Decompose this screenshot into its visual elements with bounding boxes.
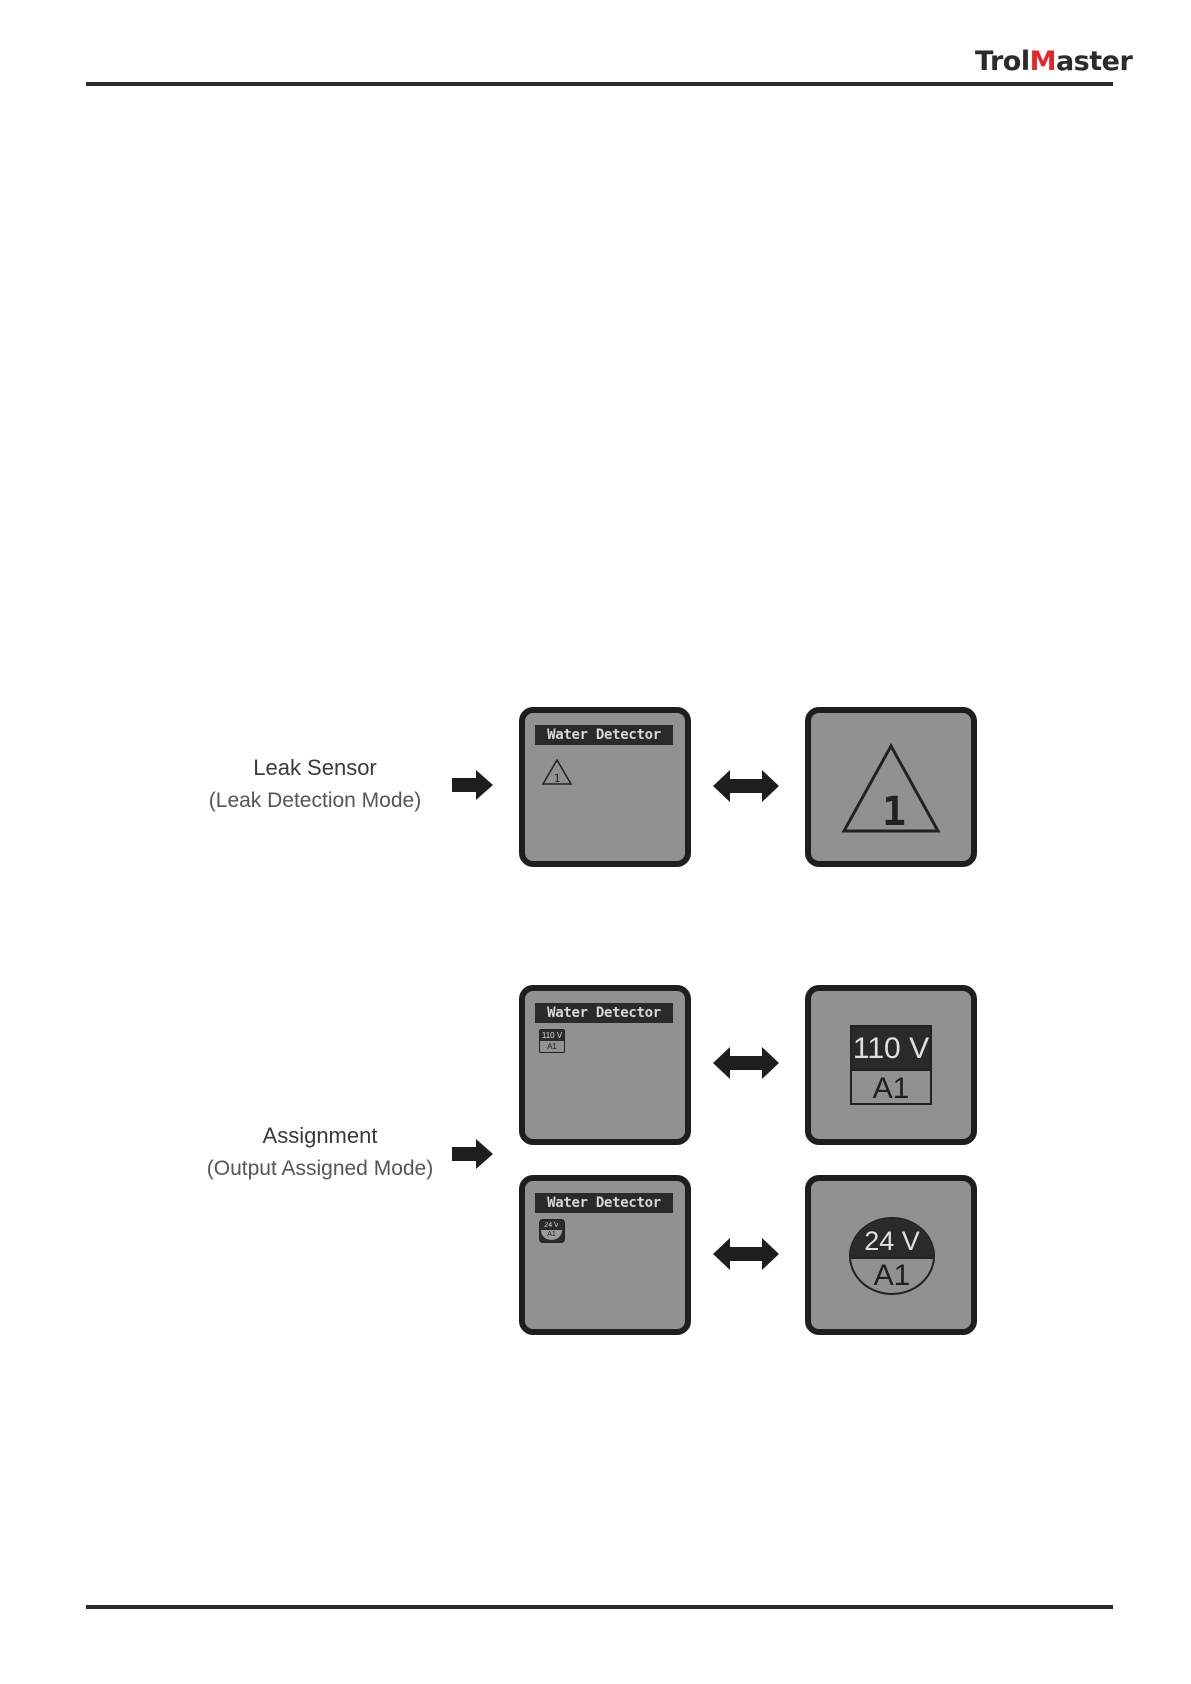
logo-text-m: M: [1029, 46, 1056, 77]
leak-sensor-title: Leak Sensor: [253, 755, 377, 780]
double-arrow-icon: [713, 1238, 779, 1270]
badge-output: A1: [851, 1257, 933, 1295]
leak-large-screen: [805, 707, 977, 867]
assignment-label: [195, 1123, 445, 1181]
svg-text:1: 1: [881, 789, 907, 835]
logo-text-prefix: Trol: [975, 46, 1030, 77]
badge-output: A1: [852, 1069, 930, 1105]
assign-24-large-screen: [805, 1175, 977, 1335]
badge-voltage: 24 V: [851, 1219, 933, 1257]
trolmaster-logo: [975, 46, 1132, 77]
output-badge-110-large: [850, 1025, 932, 1105]
assign-110-small-screen: [519, 985, 691, 1145]
assign-110-large-screen: [805, 985, 977, 1145]
leak-small-screen: [519, 707, 691, 867]
badge-voltage: 24 V: [541, 1221, 562, 1230]
assignment-subtitle: (Output Assigned Mode): [206, 1157, 434, 1180]
leak-sensor-label: [190, 755, 440, 813]
output-badge-24: [539, 1219, 565, 1243]
output-badge-24-large: [849, 1217, 935, 1295]
badge-output: A1: [547, 1042, 557, 1051]
right-arrow-icon: [452, 1139, 494, 1169]
warning-triangle-icon: [541, 758, 573, 786]
assign-24-small-screen: [519, 1175, 691, 1335]
right-arrow-icon: [452, 770, 494, 800]
screen-title: Water Detector: [535, 725, 673, 745]
footer-rule: [86, 1605, 1113, 1609]
header-rule: [86, 82, 1113, 86]
screen-title: Water Detector: [535, 1003, 673, 1023]
screen-title: Water Detector: [535, 1193, 673, 1213]
badge-output: A1: [547, 1231, 556, 1238]
svg-text:1: 1: [553, 772, 561, 785]
logo-text-suffix: aster: [1055, 46, 1133, 77]
output-badge-110: [539, 1029, 565, 1053]
badge-voltage: 110 V: [541, 1031, 563, 1040]
warning-triangle-icon: [841, 743, 941, 835]
badge-voltage: 110 V: [852, 1027, 930, 1069]
assignment-title: Assignment: [262, 1123, 378, 1148]
double-arrow-icon: [713, 1047, 779, 1079]
double-arrow-icon: [713, 770, 779, 802]
leak-sensor-subtitle: (Leak Detection Mode): [208, 789, 422, 812]
